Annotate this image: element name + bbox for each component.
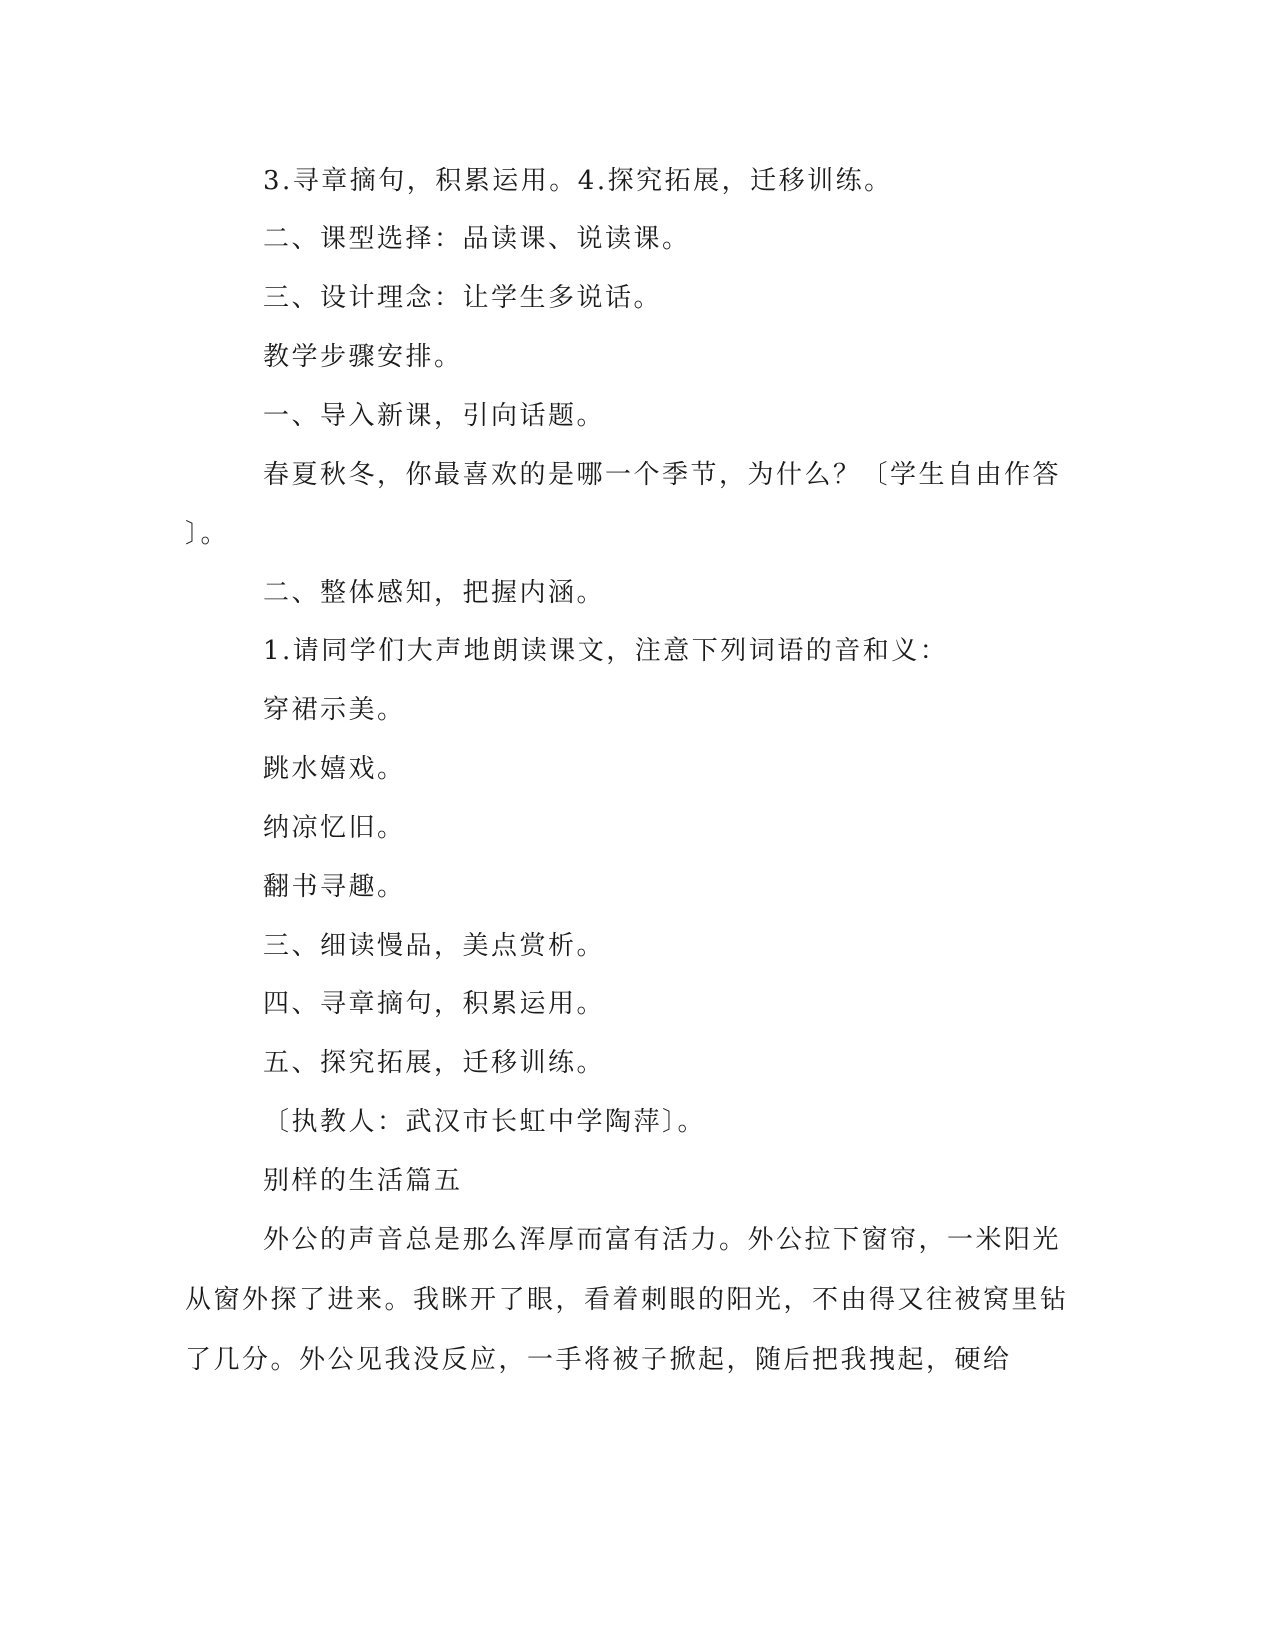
text-line: 三、细读慢品，美点赏析。 bbox=[263, 931, 606, 961]
text-line: 〔执教人：武汉市长虹中学陶萍〕。 bbox=[263, 1107, 707, 1137]
text-line: 四、寻章摘句，积累运用。 bbox=[263, 989, 606, 1019]
text-line: 〕。 bbox=[185, 519, 230, 549]
text-line: 穿裙示美。 bbox=[263, 695, 406, 725]
text-line: 翻书寻趣。 bbox=[263, 872, 406, 902]
text-line: 春夏秋冬，你最喜欢的是哪一个季节，为什么？〔学生自由作答 bbox=[263, 460, 1062, 490]
text-line: 教学步骤安排。 bbox=[263, 342, 463, 372]
text-line: 三、设计理念：让学生多说话。 bbox=[263, 283, 663, 313]
text-line: 二、整体感知，把握内涵。 bbox=[263, 578, 606, 608]
text-line: 3.寻章摘句，积累运用。4.探究拓展，迁移训练。 bbox=[263, 166, 893, 196]
text-line: 一、导入新课，引向话题。 bbox=[263, 401, 606, 431]
text-line: 1.请同学们大声地朗读课文，注意下列词语的音和义： bbox=[263, 636, 949, 666]
text-line: 跳水嬉戏。 bbox=[263, 754, 406, 784]
text-line: 二、课型选择：品读课、说读课。 bbox=[263, 224, 691, 254]
text-line: 纳凉忆旧。 bbox=[263, 813, 406, 843]
text-line: 五、探究拓展，迁移训练。 bbox=[263, 1048, 606, 1078]
body-paragraph: 外公的声音总是那么浑厚而富有活力。外公拉下窗帘，一米阳光从窗外探了进来。我眯开了眼，看着刺眼的阳光，不由得又往被窝里钻了几分。外公见我没反应，一手将被子掀起，随后把我拽起，硬给 bbox=[185, 1225, 1069, 1375]
section-heading: 别样的生活篇五 bbox=[263, 1166, 463, 1196]
